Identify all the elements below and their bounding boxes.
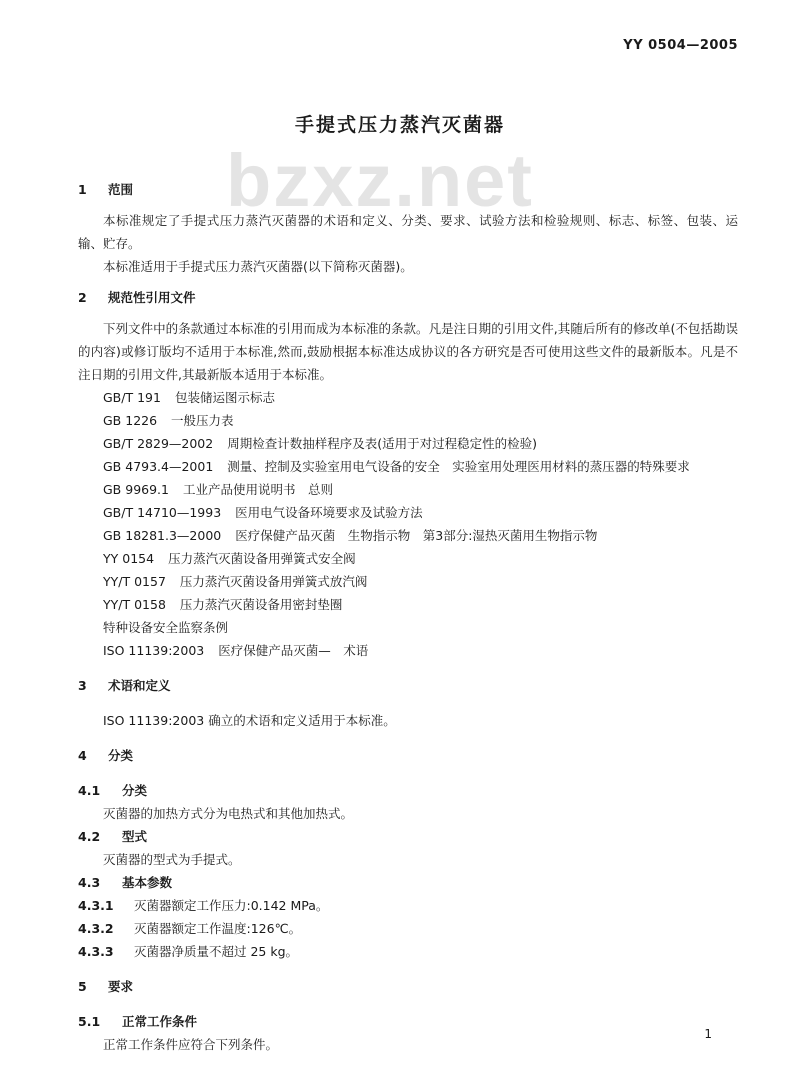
reference-code: ISO 11139:2003 [103, 643, 205, 658]
reference-title: 医用电气设备环境要求及试验方法 [235, 505, 423, 520]
reference-code: GB 1226 [103, 413, 158, 428]
section-title: 范围 [108, 182, 134, 197]
section-number: 3 [78, 678, 87, 693]
reference-title: 医疗保健产品灭菌 生物指示物 第3部分:湿热灭菌用生物指示物 [235, 528, 598, 543]
paragraph: 下列文件中的条款通过本标准的引用而成为本标准的条款。凡是注日期的引用文件,其随后所有的修改单(不包括勘误的内容)或修订版均不适用于本标准,然而,鼓励根据本标准达成协议的各方研究是否可使用这些文件的最新版本。凡是不注日期的引用文件,其最新版本适用于本标准。 [78, 321, 738, 382]
paragraph: 本标准规定了手提式压力蒸汽灭菌器的术语和定义、分类、要求、试验方法和检验规则、标志、标签、包装、运输、贮存。 [78, 213, 738, 251]
reference-item [78, 478, 738, 501]
section-number: 1 [78, 182, 87, 197]
document-title: 手提式压力蒸汽灭菌器 [294, 114, 505, 136]
reference-item [78, 570, 738, 593]
paragraph: 本标准适用于手提式压力蒸汽灭菌器(以下简称灭菌器)。 [103, 259, 413, 274]
section-title: 规范性引用文件 [108, 290, 196, 305]
reference-item [78, 409, 738, 432]
reference-title: 医疗保健产品灭菌— 术语 [218, 643, 369, 658]
section-5-heading [78, 975, 738, 998]
section-1-heading [78, 178, 738, 201]
section-number: 2 [78, 290, 87, 305]
reference-code: GB/T 2829—2002 [103, 436, 214, 451]
reference-code: YY/T 0158 [103, 597, 166, 612]
reference-item [78, 639, 738, 662]
reference-item [78, 455, 738, 478]
section-title: 要求 [108, 979, 134, 994]
watermark: bzxz.net [226, 139, 534, 222]
subsection-number: 4.2 [78, 829, 101, 844]
reference-title: 包装储运图示标志 [174, 390, 275, 405]
subsection-4-2-heading [78, 825, 738, 848]
page-number: 1 [704, 1027, 712, 1041]
clause-number: 4.3.2 [78, 921, 114, 936]
reference-title: 测量、控制及实验室用电气设备的安全 实验室用处理医用材料的蒸压器的特殊要求 [227, 459, 690, 474]
reference-title: 压力蒸汽灭菌设备用弹簧式放汽阀 [179, 574, 368, 589]
section-4-heading [78, 744, 738, 767]
reference-code: 特种设备安全监察条例 [103, 620, 229, 635]
clause-4-3-3 [78, 940, 738, 963]
reference-code: YY/T 0157 [103, 574, 166, 589]
paragraph: 灭菌器的加热方式分为电热式和其他加热式。 [103, 806, 354, 821]
subsection-number: 5.1 [78, 1014, 101, 1029]
reference-title: 压力蒸汽灭菌设备用弹簧式安全阀 [168, 551, 356, 566]
reference-item [78, 547, 738, 570]
subsection-5-1-heading [78, 1010, 738, 1033]
reference-code: GB/T 191 [103, 390, 161, 405]
reference-list [78, 386, 738, 662]
section-title: 术语和定义 [108, 678, 171, 693]
section-title: 分类 [108, 748, 134, 763]
subsection-title: 正常工作条件 [122, 1014, 198, 1029]
reference-title: 压力蒸汽灭菌设备用密封垫圈 [179, 597, 343, 612]
reference-title: 周期检查计数抽样程序及表(适用于对过程稳定性的检验) [227, 436, 537, 451]
reference-code: GB 9969.1 [103, 482, 169, 497]
reference-code: YY 0154 [103, 551, 155, 566]
clause-text: 灭菌器额定工作压力:0.142 MPa。 [134, 898, 329, 913]
clause-text: 灭菌器净质量不超过 25 kg。 [134, 944, 299, 959]
reference-title: 工业产品使用说明书 总则 [182, 482, 333, 497]
section-2-heading [78, 286, 738, 309]
standard-number: YY 0504—2005 [623, 38, 738, 53]
clause-number: 4.3.1 [78, 898, 114, 913]
subsection-title: 型式 [122, 829, 148, 844]
clause-text: 灭菌器额定工作温度:126℃。 [134, 921, 302, 936]
reference-code: GB/T 14710—1993 [103, 505, 222, 520]
paragraph: 正常工作条件应符合下列条件。 [103, 1037, 279, 1052]
subsection-4-3-heading [78, 871, 738, 894]
reference-code: GB 18281.3—2000 [103, 528, 222, 543]
clause-4-3-1 [78, 894, 738, 917]
reference-item [78, 593, 738, 616]
reference-item [78, 386, 738, 409]
reference-item [78, 432, 738, 455]
section-number: 5 [78, 979, 87, 994]
reference-item [78, 501, 738, 524]
reference-item [78, 616, 738, 639]
section-3-heading [78, 674, 738, 697]
subsection-title: 分类 [122, 783, 148, 798]
document-body [78, 178, 738, 1056]
clause-number: 4.3.3 [78, 944, 114, 959]
subsection-4-1-heading [78, 779, 738, 802]
section-number: 4 [78, 748, 87, 763]
paragraph: ISO 11139:2003 确立的术语和定义适用于本标准。 [103, 713, 396, 728]
reference-title: 一般压力表 [171, 413, 234, 428]
reference-code: GB 4793.4—2001 [103, 459, 214, 474]
subsection-number: 4.3 [78, 875, 101, 890]
subsection-title: 基本参数 [122, 875, 173, 890]
paragraph: 灭菌器的型式为手提式。 [103, 852, 241, 867]
clause-4-3-2 [78, 917, 738, 940]
subsection-number: 4.1 [78, 783, 101, 798]
reference-item [78, 524, 738, 547]
